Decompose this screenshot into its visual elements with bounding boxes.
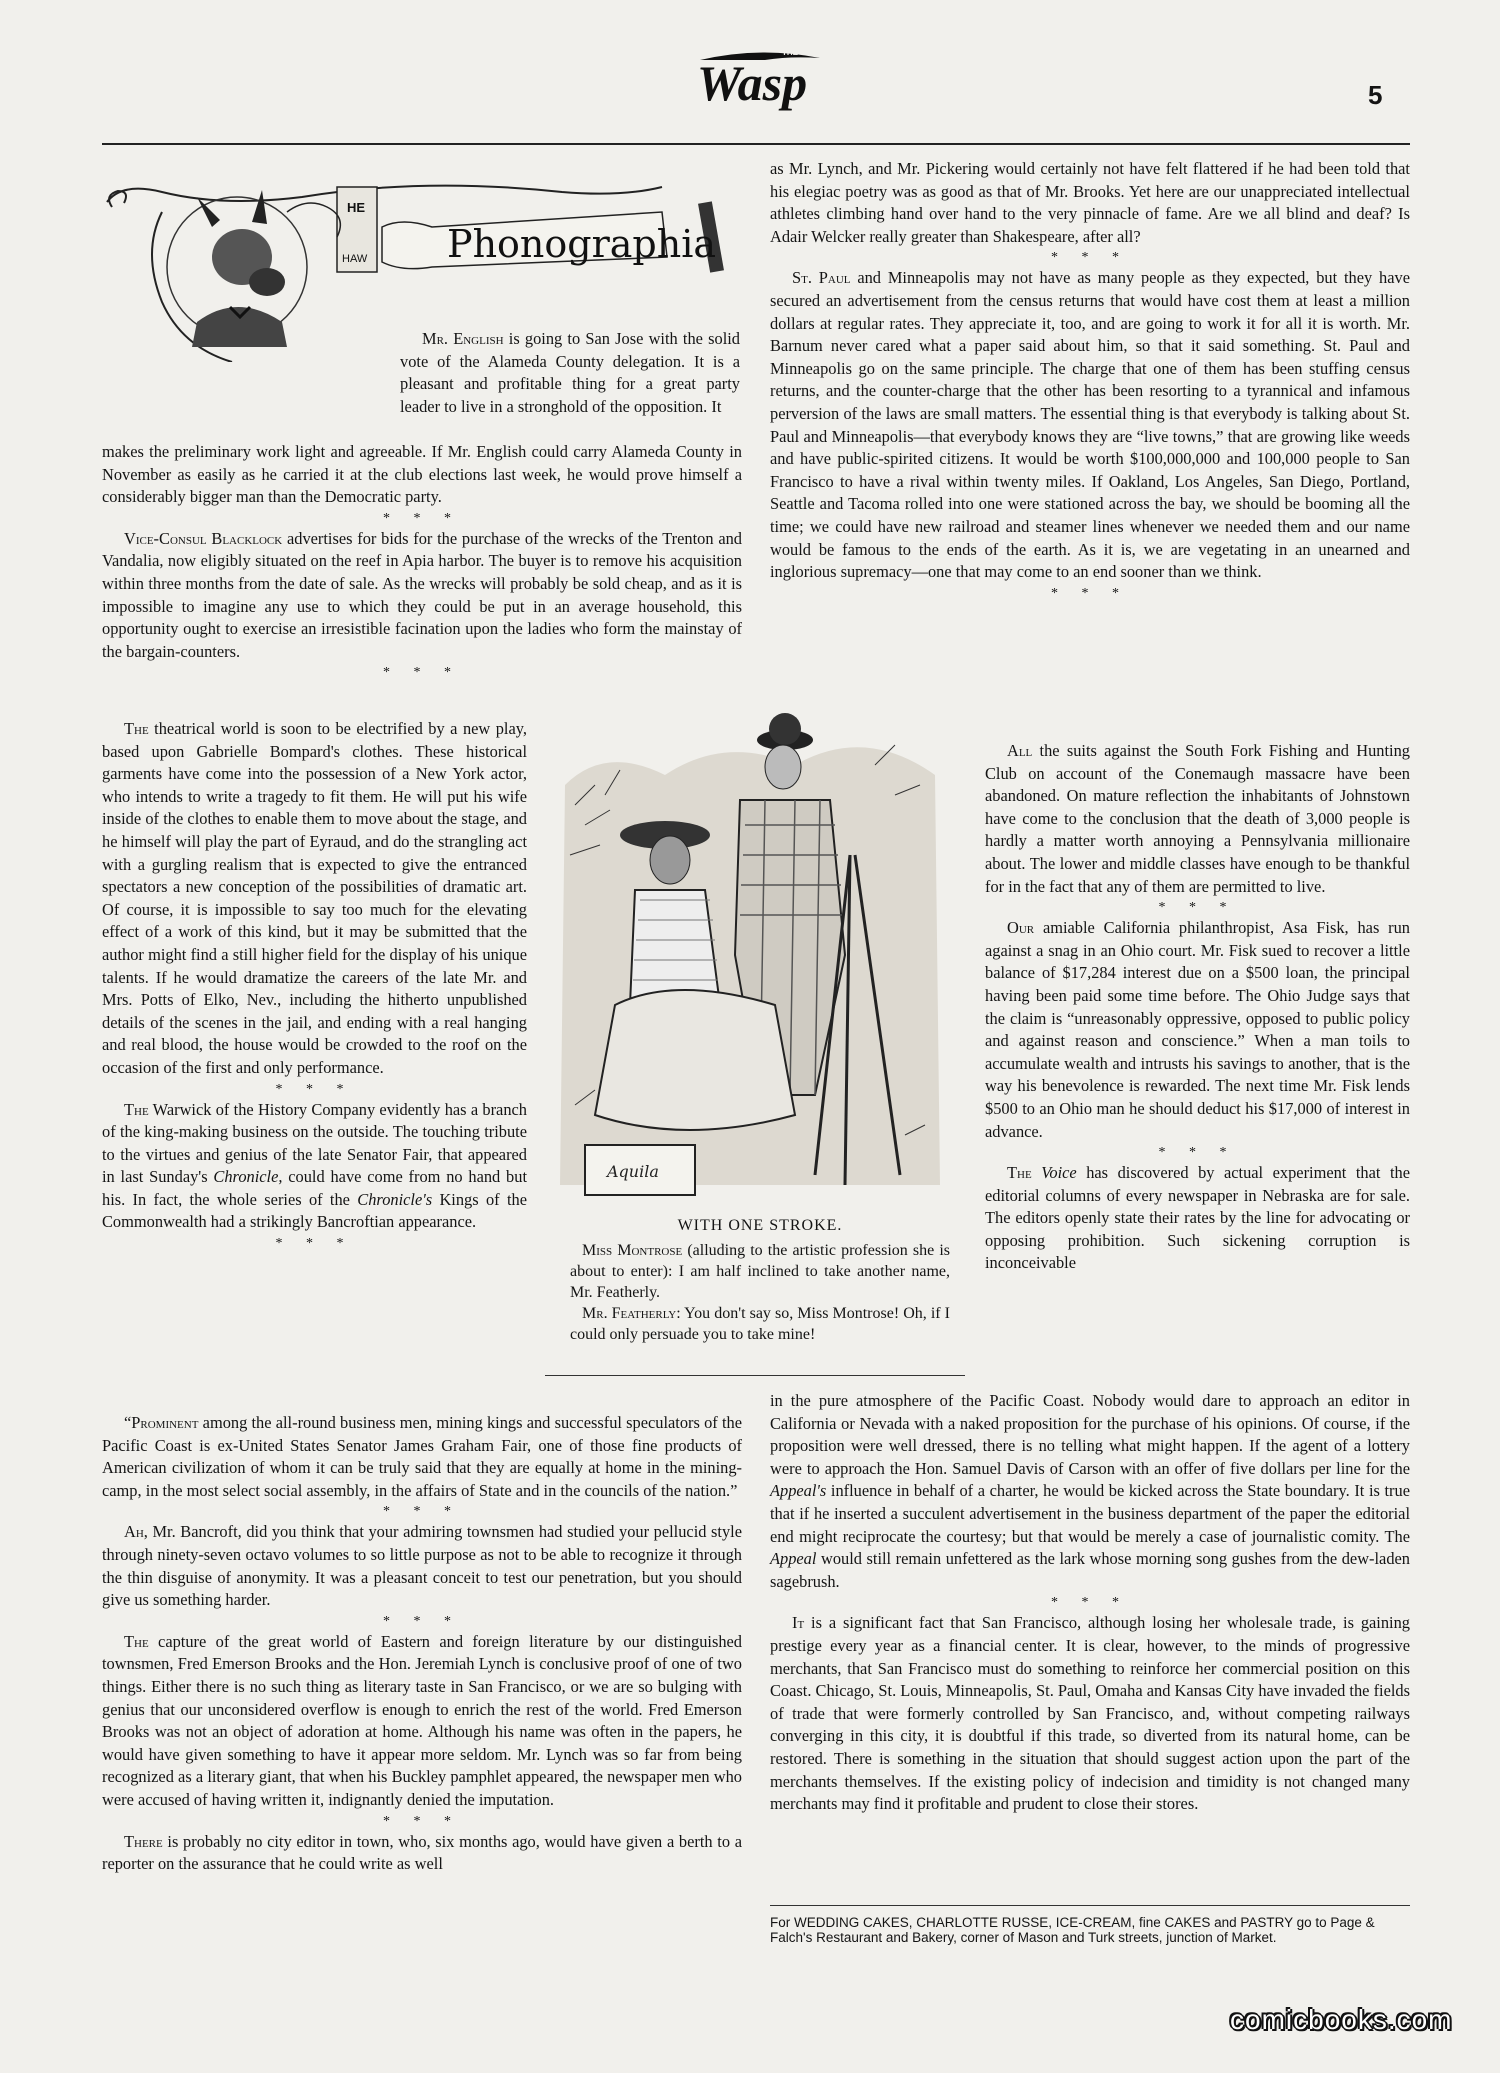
paragraph-city-editor: There is probably no city editor in town, who, six months ago, would have given a berth to a reporter on the assurance that he could write as well bbox=[102, 1831, 742, 1874]
section-stars: * * * bbox=[1051, 585, 1129, 601]
right-column-top bbox=[770, 158, 1410, 603]
section-stars: * * * bbox=[275, 1236, 354, 1252]
scroll-haw: HAW bbox=[342, 253, 368, 265]
paragraph-blacklock: Vice-Consul Blacklock advertises for bids for the purchase of the wrecks of the Trenton and Vandalia, now eligibly situated on the reef in Apia harbor. The buyer is to remove his acquisition within three months from the date of sale. As the wrecks will probably be sold cheap, and as it is impossible to imagine any use to which they could be put in an average household, this opportunity ought to exercise an irresistible facination upon the ladies who form the mainstay of the bargain-counters. bbox=[102, 528, 742, 661]
page-number: 5 bbox=[1368, 80, 1383, 110]
section-stars: * * * bbox=[383, 665, 461, 681]
section-stars: * * * bbox=[1158, 1145, 1237, 1161]
article-english bbox=[400, 328, 740, 418]
left-column-top bbox=[102, 441, 742, 682]
paragraph-bompard: The theatrical world is soon to be electrified by a new play, based upon Gabrielle Bompard's clothes. These historical garments have come into the possession of a New York actor, who intends to write a tragedy to fit them. He will put his wife inside of the clothes to enable them to move about the stage, and he himself will play the part of Eyraud, and do the strangling act with a gurgling realism that is expected to give the entranced spectators a new conception of the possibilities of dramatic art. Of course, it is impossible to say too much for the elevating effect of a work of this kind, but it may be submitted that the author might find a still higher field for the display of his unique talents. If he would dramatize the careers of the late Mr. and Mrs. Potts of Elko, Nev., including the hitherto unpublished details of the scenes in the jail, and ending with a real hanging and real blood, the house would be crowded to the roof on the occasion of the first and only performance. bbox=[102, 719, 527, 1077]
left-column-narrow bbox=[102, 718, 527, 1253]
masthead-logo bbox=[670, 38, 840, 118]
paragraph-english-cont: makes the preliminary work light and agreeable. If Mr. English could carry Alameda County in November as easily as he carried it at the club elections last week, he would prove himself a considerably bigger man than the Democratic party. bbox=[102, 442, 742, 507]
right-column-bottom bbox=[770, 1390, 1410, 1816]
artist-signature: Aquila bbox=[607, 1162, 659, 1181]
bakery-advertisement: For WEDDING CAKES, CHARLOTTE RUSSE, ICE-CREAM, fine CAKES and PASTRY go to Page & Falch's Restaurant and Bakery, corner of Mason and Turk streets, junction of Market. bbox=[770, 1915, 1375, 1945]
paragraph-warwick: The Warwick of the History Company evidently has a branch of the king-making business on the outside. The touching tribute to the virtues and genius of the late Senator Fair, that appeared in last Sunday's Chronicle, could have come from no hand but his. In fact, the whole series of the Chronicle's Kings of the Commonwealth had a strikingly Bancroftian appearance. bbox=[102, 1099, 527, 1232]
paragraph-south-fork: All the suits against the South Fork Fishing and Hunting Club on account of the Conemaugh massacre have been abandoned. On mature reflection the inhabitants of Johnstown have come to the conclusion that the death of 3,000 people is hardly a matter worth annoying a Pennsylvania millionaire about. The lower and middle classes have enough to be thankful for in the fact that any of them are permitted to live. bbox=[985, 741, 1410, 896]
illustration-with-one-stroke bbox=[545, 705, 955, 1210]
section-stars: * * * bbox=[383, 510, 461, 526]
caption-line-montrose: Miss Montrose (alluding to the artistic profession she is about to enter): I am half inclined to take another name, Mr. Featherly. bbox=[570, 1242, 951, 1301]
lead-english: Mr. English bbox=[422, 329, 504, 348]
scroll-he: HE bbox=[347, 200, 366, 215]
section-stars: * * * bbox=[383, 1504, 461, 1520]
section-stars: * * * bbox=[383, 1813, 461, 1829]
paragraph-lynch-cont: as Mr. Lynch, and Mr. Pickering would certainly not have felt flattered if he had been told that his elegiac poetry was as good as that of Mr. Brooks. Yet here are our unappreciated intellectual athletes climbing hand over hand to the very pinnacle of fame. Are we all blind and deaf? Is Adair Welcker really greater than Shakespeare, after all? bbox=[770, 159, 1410, 246]
section-stars: * * * bbox=[1051, 1595, 1129, 1611]
masthead-small: THE bbox=[782, 48, 798, 57]
header-title: Phonographia bbox=[447, 222, 717, 266]
masthead-title: Wasp bbox=[696, 55, 808, 111]
paragraph-voice-cont: in the pure atmosphere of the Pacific Coast. Nobody would dare to approach an editor in California or Nevada with a naked proposition for the purchase of his opinions. Of course, if the proposition were well dressed, there is no telling what might happen. If the agent of a lottery were to approach the Hon. Samuel Davis of Carson with an offer of five dollars per line for the Appeal's influence in behalf of a charter, he would be kicked across the State boundary. It is true that if he inserted a succulent advertisement in the business department of the paper the editorial end might reciprocate the courtesy; but that would be merely a case of journalistic comity. The Appeal would still remain unfettered as the lark whose morning song gushes from the dew-laden sagebrush. bbox=[770, 1391, 1410, 1591]
section-stars: * * * bbox=[1051, 250, 1129, 266]
section-stars: * * * bbox=[1158, 900, 1237, 916]
caption-rule bbox=[545, 1375, 965, 1376]
left-column-bottom bbox=[102, 1412, 742, 1876]
paragraph-bancroft: Ah, Mr. Bancroft, did you think that your admiring townsmen had studied your pellucid style through ninety-seven octavo volumes to so little purpose as not to be able to recognize it through the thin disguise of anonymity. It was a pleasant conceit to test our penetration, but you should give us something harder. bbox=[102, 1522, 742, 1610]
caption-title: WITH ONE STROKE. bbox=[677, 1217, 843, 1234]
paragraph-st-paul: St. Paul and Minneapolis may not have as many people as they expected, but they have secured an advertisement from the census returns that would have cost them at least a million dollars at regular rates. They appreciate it, too, and are going to work it for all it is worth. Mr. Barnum never cared what a paper said about him, so that it said something. St. Paul and Minneapolis go on the same principle. The charge that one of them has been stuffing census returns, and the counter-charge that the other has been resorting to a tyrannical and infamous perversion of the laws are small matters. The essential thing is that everybody is talking about St. Paul and Minneapolis—that everybody knows they are “live towns,” that are growing like weeds and have public-spirited citizens. It would be worth $100,000,000 and 100,000 people to San Francisco to have a rival within twenty miles. If Oakland, Los Angeles, San Diego, Portland, Seattle and Tacoma rolled into one were stationed across the bay, we should be booming all the time; we could have new railroad and steamer lines whenever we needed them and our name would be famous to the ends of the earth. As it is, we are vegetating in an unearned and inglorious supremacy—one that may come to an end sooner than we think. bbox=[770, 268, 1410, 582]
scroll-icon bbox=[337, 187, 377, 272]
section-stars: * * * bbox=[275, 1081, 354, 1097]
paragraph-prominent: “Prominent among the all-round business men, mining kings and successful speculators of the Pacific Coast is ex-United States Senator James Graham Fair, one of those fine products of American civilization of whom it can be truly said that they are equally at home in the mining-camp, in the most select social assembly, in the affairs of State and in the councils of the nation.” bbox=[102, 1413, 742, 1500]
paragraph-financial: It is a significant fact that San Francisco, although losing her wholesale trade, is gaining prestige every year as a financial center. It is clear, however, to the minds of progressive merchants, that San Francisco must do something to reinforce her commercial position on this Coast. Chicago, St. Louis, Minneapolis, St. Paul, Omaha and Kansas City have invaded the fields of trade that were formerly controlled by San Francisco, and, without competing railways converging in this city, it is doubtful if this trade, so diverted from its natural home, can be restored. There is something in the situation that should suggest action upon the part of the merchants themselves. If the existing policy of indecision and timidity is not changed many merchants may find it profitable and prudent to close their stores. bbox=[770, 1613, 1410, 1814]
advert-rule bbox=[770, 1905, 1410, 1906]
section-stars: * * * bbox=[383, 1613, 461, 1629]
donkey-portrait-icon bbox=[192, 190, 287, 347]
header-rule bbox=[102, 143, 1410, 145]
watermark: comicbooks.com bbox=[1230, 2004, 1453, 2035]
illustration-caption bbox=[570, 1215, 950, 1345]
paragraph-voice: The Voice has discovered by actual experiment that the editorial columns of every newspaper in Nebraska are for sale. The editors openly state their rates by the line for advocating or opposing prohibition. Such sickening corruption is inconceivable bbox=[985, 1163, 1410, 1273]
paragraph-brooks: The capture of the great world of Eastern and foreign literature by our distinguished townsmen, Fred Emerson Brooks and the Hon. Jeremiah Lynch is conclusive proof of one of two things. Either there is no such thing as literary taste in San Francisco, or we are so bulging with genius that our unconsidered overflow is enough to enrich the rest of the world. Fred Emerson Brooks was not an object of adoration at home. Although his name was often in the papers, he would have given something to have it appear more seldom. Mr. Lynch was so far from being recognized as a literary giant, that when his Buckley pamphlet appeared, the newspaper men who were accused of having written it, indignantly denied the imputation. bbox=[102, 1631, 742, 1809]
right-column-narrow bbox=[985, 740, 1410, 1275]
text-english: is going to San Jose with the solid vote of the Alameda County delegation. It is a pleasant and profitable thing for a great party leader to live in a stronghold of the opposition. It bbox=[400, 329, 741, 416]
paragraph-fisk: Our amiable California philanthropist, Asa Fisk, has run against a snag in an Ohio court. Mr. Fisk sued to recover a little balance of $17,284 interest due on a $500 loan, the principal having been paid some time before. The Ohio Judge says that the claim is “unreasonably oppressive, opposed to public policy and against reason and conscience.” When a man toils to accumulate wealth and intrusts his savings to another, that is the way his benevolence is rewarded. The next time Mr. Fisk lends $500 to an Ohio man he should deduct his $17,000 of interest in advance. bbox=[985, 918, 1410, 1141]
caption-line-featherly: Mr. Featherly: You don't say so, Miss Montrose! Oh, if I could only persuade you to take mine! bbox=[570, 1305, 951, 1343]
